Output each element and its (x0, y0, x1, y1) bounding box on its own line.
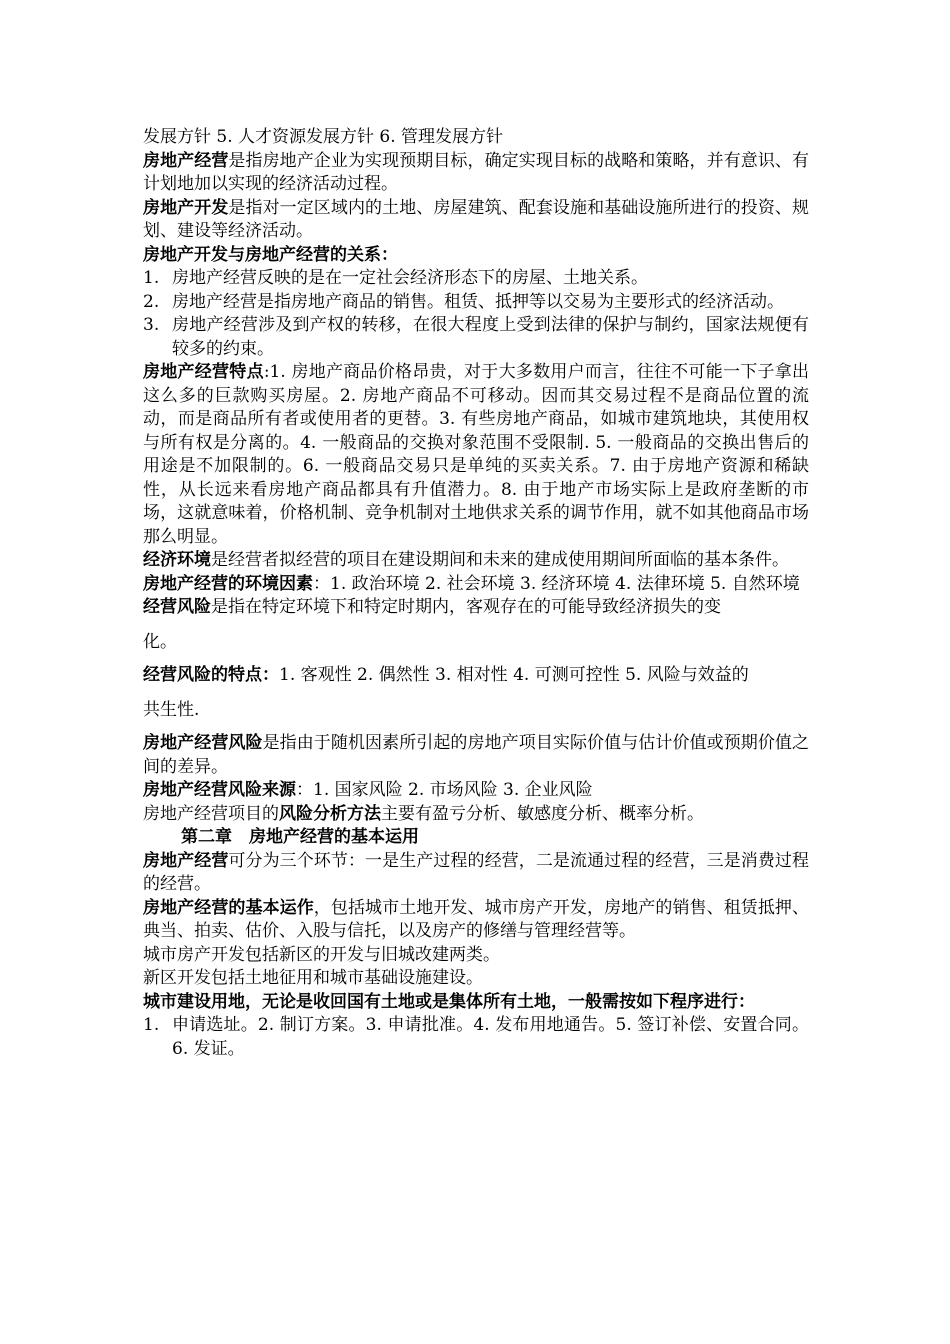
relation-item-3 (143, 314, 809, 361)
relation-item-2 (143, 291, 809, 315)
term: 经营风险 (143, 597, 211, 617)
sources-text: ：1. 国家风险 2. 市场风险 3. 企业风险 (296, 780, 593, 800)
features-text: :1. 房地产商品价格昂贵，对于大多数用户而言，往往不可能一下子拿出这么多的巨款购买房屋。2. 房地产商品不可移动。因而其交易过程不是商品位置的流动，而是商品所有者或使用者的更替。3. 有些房地产商品，如城市建筑地块，其使用权与所有权是分离的。4. 一般商品的交换对象范围不受限制. 5. 一般商品的交换出售后的用途是不加限制的。6. 一般商品交易只是单纯的买卖关系。7. 由于房地产资源和稀缺性，从长远来看房地产商品都具有升值潜力。8. 由于地产市场实际上是政府垄断的市场，这就意味着，价格机制、竞争机制对土地供求关系的调节作用，就不如其他商品市场那么明显。 (143, 362, 809, 547)
chapter-heading (143, 826, 809, 850)
new-area-line: 新区开发包括土地征用和城市基础设施建设。 (143, 968, 483, 988)
methods-pre: 房地产经营项目的 (143, 803, 279, 824)
term: 房地产经营风险来源 (143, 780, 296, 800)
term: 房地产经营特点 (143, 362, 264, 382)
term: 房地产开发 (143, 197, 229, 218)
methods-post: 主要有盈亏分析、敏感度分析、概率分析。 (381, 803, 704, 824)
definition-text: 是指对一定区域内的土地、房屋建筑、配套设施和基础设施所进行的投资、规划、建设等经济活动。 (143, 197, 810, 241)
risk-analysis-methods (143, 803, 809, 827)
operation-stages (143, 850, 809, 897)
land-procedure-item-1 (143, 1014, 809, 1061)
operation-features (143, 361, 809, 549)
term: 经营风险的特点： (143, 665, 279, 685)
features-text-line1: 1. 客观性 2. 偶然性 3. 相对性 4. 可测可控性 5. 风险与效益的 (279, 665, 749, 685)
definition-text: 是经营者拟经营的项目在建设期间和未来的建成使用期间所面临的基本条件。 (211, 550, 789, 570)
item-number: 1. (143, 1015, 160, 1035)
operations-text: ，包括城市土地开发、城市房产开发，房地产的销售、租赁抵押、典当、拍卖、估价、入股与信托，以及房产的修缮与管理经营等。 (143, 897, 810, 941)
term: 房地产经营 (143, 850, 229, 871)
definition-text: 是指由于随机因素所引起的房地产项目实际价值与估计价值或预期价值之间的差异。 (143, 733, 810, 777)
item-number: 1. (143, 268, 160, 288)
definition-operation-risk (143, 596, 809, 654)
intro-line: 发展方针 5. 人才资源发展方针 6. 管理发展方针 (143, 127, 504, 147)
definition-economic-environment (143, 549, 809, 573)
housing-development-line: 城市房产开发包括新区的开发与旧城改建两类。 (143, 944, 500, 965)
chapter-number: 第二章 (181, 827, 232, 847)
risk-sources (143, 779, 809, 803)
term: 房地产经营 (143, 150, 229, 171)
term: 房地产经营风险 (143, 733, 263, 753)
stages-text: 可分为三个环节：一是生产过程的经营，二是流通过程的经营，三是消费过程的经营。 (143, 850, 810, 894)
item-number: 2. (143, 291, 160, 312)
item-text: 房地产经营反映的是在一定社会经济形态下的房屋、土地关系。 (172, 268, 648, 288)
chapter-title: 房地产经营的基本运用 (249, 827, 419, 847)
term: 房地产经营的基本运作 (143, 897, 314, 918)
factors-text: ：1. 政治环境 2. 社会环境 3. 经济环境 4. 法律环境 5. 自然环境 (313, 573, 800, 594)
item-text: 房地产经营是指房地产商品的销售。租赁、抵押等以交易为主要形式的经济活动。 (172, 291, 784, 312)
definition-text-line1: 是指在特定环境下和特定时期内，客观存在的可能导致经济损失的变 (211, 597, 721, 617)
relation-heading: 房地产开发与房地产经营的关系： (143, 244, 398, 265)
land-procedure-heading: 城市建设用地，无论是收回国有土地或是集体所有土地，一般需按如下程序进行： (143, 991, 755, 1012)
definition-real-estate-operation (143, 150, 809, 197)
relation-item-1 (143, 267, 809, 291)
term: 房地产经营的环境因素 (143, 573, 313, 594)
definition-real-estate-development (143, 197, 809, 244)
environment-factors (143, 573, 809, 597)
term: 经济环境 (143, 550, 211, 570)
features-text-line2: 共生性. (143, 699, 200, 720)
risk-features (143, 664, 809, 722)
document-page (143, 126, 809, 1061)
definition-real-estate-risk (143, 732, 809, 779)
definition-text-line2: 化。 (143, 631, 177, 652)
basic-operations (143, 897, 809, 944)
definition-text: 是指房地产企业为实现预期目标，确定实现目标的战略和策略，并有意识、有计划地加以实现的经济活动过程。 (143, 150, 810, 194)
item-number: 3. (143, 315, 160, 335)
item-text: 申请选址。2. 制订方案。3. 申请批准。4. 发布用地通告。5. 签订补偿、安置合同。6. 发证。 (172, 1015, 809, 1059)
term: 风险分析方法 (279, 803, 381, 824)
item-text: 房地产经营涉及到产权的转移，在很大程度上受到法律的保护与制约，国家法规便有较多的约束。 (172, 315, 809, 359)
